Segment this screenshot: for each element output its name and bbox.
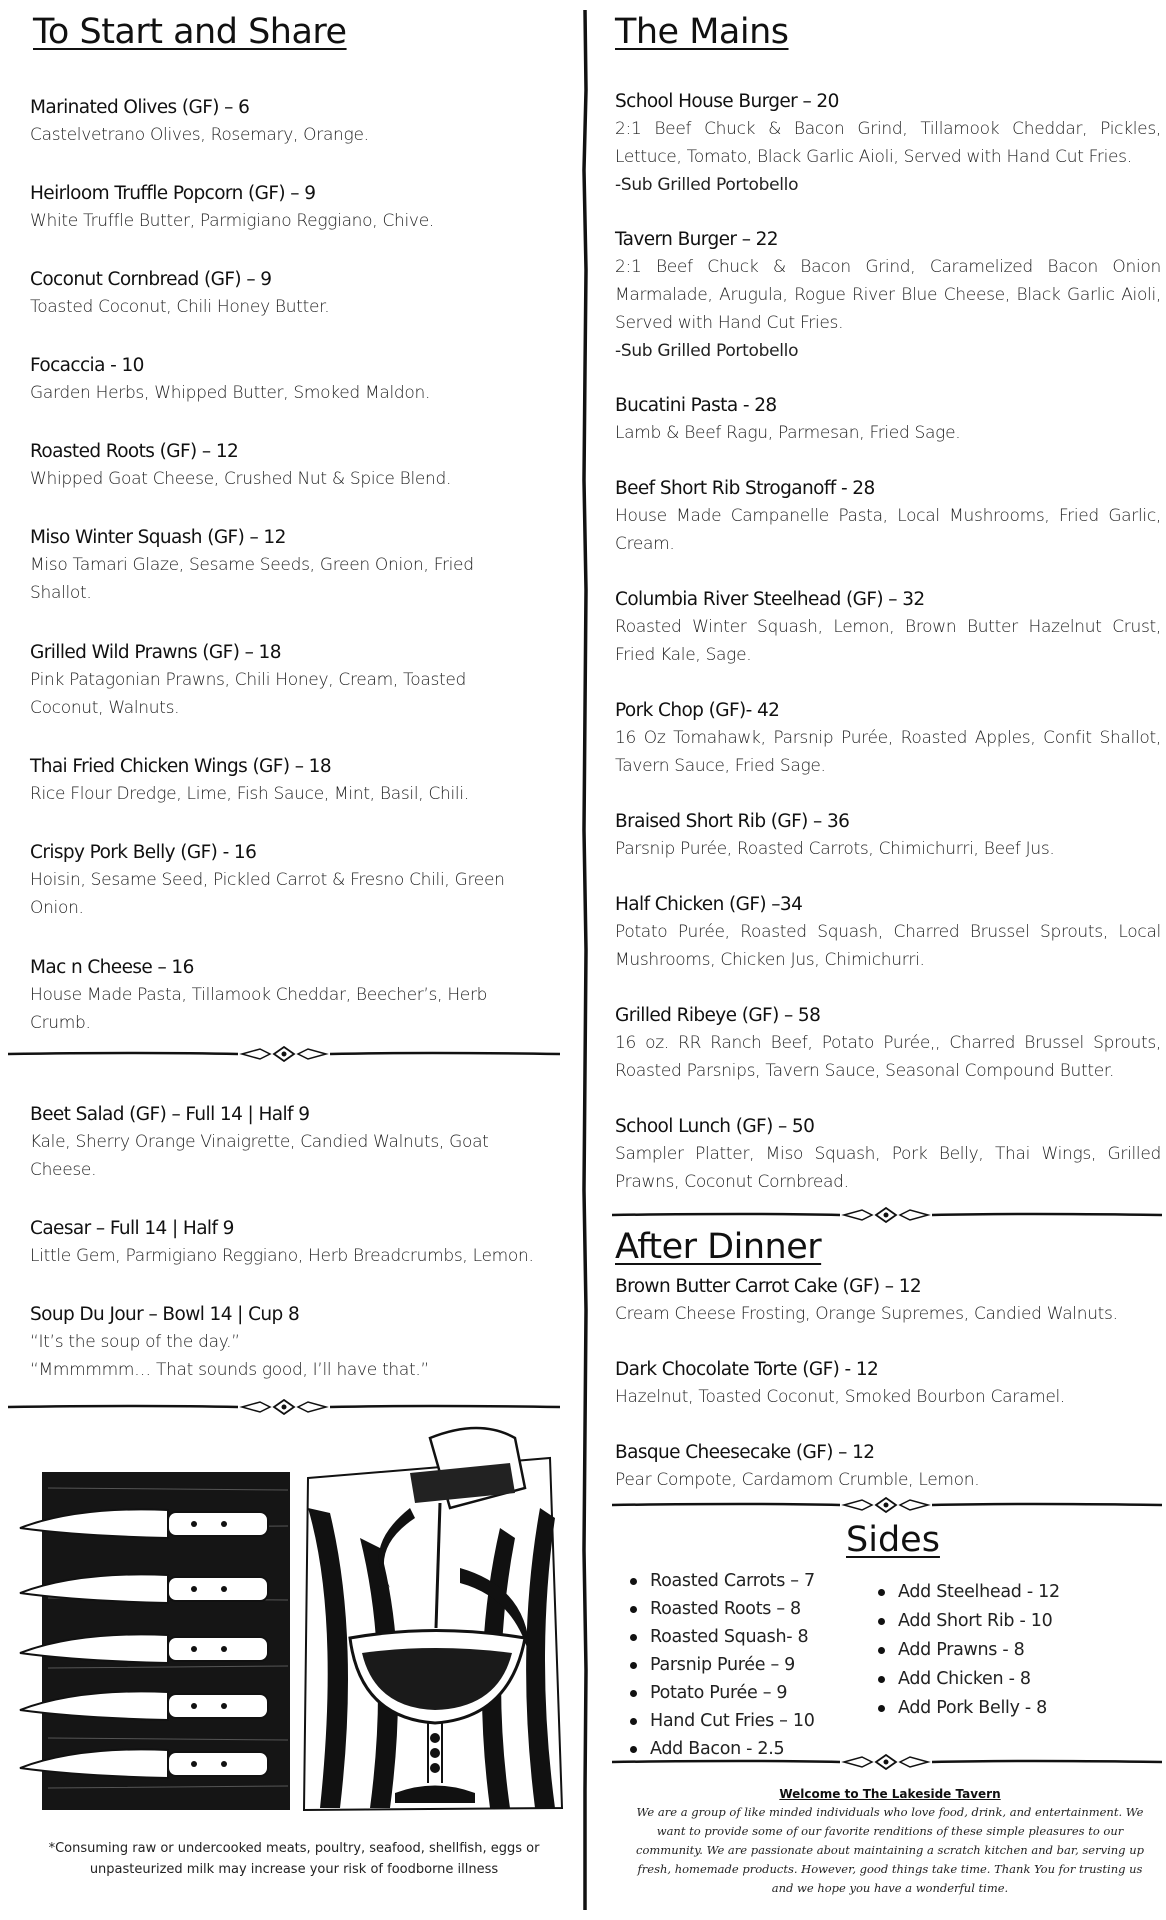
item-name: Half Chicken (GF) –34 (615, 894, 803, 915)
item-name: Braised Short Rib (GF) – 36 (615, 811, 850, 832)
item-note: -Sub Grilled Portobello (615, 341, 799, 361)
item-name: Basque Cheesecake (GF) – 12 (615, 1442, 875, 1463)
item-desc: Sampler Platter, Miso Squash, Pork Belly, Thai Wings, Grilled Prawns, Coconut Cornbread. (615, 1144, 1161, 1192)
menu-item (30, 1101, 530, 1184)
disclaimer-text: *Consuming raw or undercooked meats, poultry, seafood, shellfish, eggs or unpasteurized milk may increase your risk of foodborne illness (48, 1841, 540, 1877)
addon-item: Add Prawns - 8 (870, 1636, 1060, 1665)
item-name: Beet Salad (GF) – Full 14 | Half 9 (30, 1104, 310, 1125)
side-item: Add Bacon - 2.5 (622, 1735, 815, 1763)
side-item: Potato Purée – 9 (622, 1679, 815, 1707)
sides-list-addons (870, 1578, 1060, 1723)
item-name: Columbia River Steelhead (GF) – 32 (615, 589, 925, 610)
menu-item (30, 1301, 560, 1384)
menu-item (30, 1215, 560, 1270)
start-section-title: To Start and Share (33, 12, 347, 52)
menu-item (615, 1002, 1161, 1085)
menu-item (30, 639, 510, 722)
knives-illustration (18, 1468, 293, 1813)
item-name: Marinated Olives (GF) – 6 (30, 97, 250, 118)
item-name: Beef Short Rib Stroganoff - 28 (615, 478, 875, 499)
welcome-block (630, 1786, 1150, 1898)
welcome-body: We are a group of like minded individuals who love food, drink, and entertainment. We want to provide some of our favorite renditions of these simple pleasures to our community. We are passionate about maintaining a scratch kitchen and bar, serving up fresh, homemade products. However, good things take time. Thank You for trusting us and we hope you have a wonderful time. (636, 1805, 1144, 1895)
item-name: Heirloom Truffle Popcorn (GF) – 9 (30, 183, 316, 204)
menu-item (615, 586, 1161, 669)
item-desc: Pink Patagonian Prawns, Chili Honey, Cream, Toasted Coconut, Walnuts. (30, 670, 467, 718)
item-name: Crispy Pork Belly (GF) - 16 (30, 842, 257, 863)
menu-item (615, 1273, 1161, 1328)
item-name: Focaccia - 10 (30, 355, 144, 376)
item-desc: Potato Purée, Roasted Squash, Charred Brussel Sprouts, Local Mushrooms, Chicken Jus, Chimichurri. (615, 922, 1161, 970)
item-name: Miso Winter Squash (GF) – 12 (30, 527, 286, 548)
item-desc: Parsnip Purée, Roasted Carrots, Chimichurri, Beef Jus. (615, 839, 1055, 859)
item-desc: 16 Oz Tomahawk, Parsnip Purée, Roasted Apples, Confit Shallot, Tavern Sauce, Fried Sage. (615, 728, 1161, 776)
item-desc: Little Gem, Parmigiano Reggiano, Herb Breadcrumbs, Lemon. (30, 1246, 534, 1266)
item-desc: Cream Cheese Frosting, Orange Supremes, Candied Walnuts. (615, 1304, 1118, 1324)
item-desc: House Made Pasta, Tillamook Cheddar, Beecher’s, Herb Crumb. (30, 985, 488, 1033)
ornament-divider (8, 1046, 560, 1062)
item-desc: Pear Compote, Cardamom Crumble, Lemon. (615, 1470, 980, 1490)
addon-item: Add Pork Belly - 8 (870, 1694, 1060, 1723)
menu-item (615, 1439, 1161, 1494)
menu-item (615, 891, 1161, 974)
item-desc: Miso Tamari Glaze, Sesame Seeds, Green Onion, Fried Shallot. (30, 555, 474, 603)
menu-item (30, 753, 560, 808)
item-desc: 2:1 Beef Chuck & Bacon Grind, Caramelized Bacon Onion Marmalade, Arugula, Rogue River Blue Cheese, Black Garlic Aioli, Served with Hand Cut Fries. (615, 257, 1161, 333)
item-name: Dark Chocolate Torte (GF) - 12 (615, 1359, 879, 1380)
item-note: -Sub Grilled Portobello (615, 175, 799, 195)
item-desc-quote: “Mmmmmm… That sounds good, I’ll have that.” (30, 1360, 430, 1380)
sides-section-title: Sides (846, 1520, 940, 1560)
ornament-divider (612, 1497, 1162, 1513)
after-section-title: After Dinner (615, 1227, 822, 1267)
menu-item (615, 697, 1161, 780)
item-desc: Kale, Sherry Orange Vinaigrette, Candied Walnuts, Goat Cheese. (30, 1132, 489, 1180)
side-item: Roasted Roots – 8 (622, 1595, 815, 1623)
item-desc: Lamb & Beef Ragu, Parmesan, Fried Sage. (615, 423, 961, 443)
ornament-divider (612, 1207, 1162, 1223)
item-desc: Roasted Winter Squash, Lemon, Brown Butter Hazelnut Crust, Fried Kale, Sage. (615, 617, 1161, 665)
item-name: Bucatini Pasta - 28 (615, 395, 777, 416)
menu-item (30, 352, 560, 407)
menu-item (30, 94, 560, 149)
item-desc: Whipped Goat Cheese, Crushed Nut & Spice Blend. (30, 469, 452, 489)
item-name: Coconut Cornbread (GF) – 9 (30, 269, 272, 290)
menu-item (30, 524, 510, 607)
item-desc: “It’s the soup of the day.” (30, 1332, 240, 1352)
item-desc: White Truffle Butter, Parmigiano Reggiano, Chive. (30, 211, 434, 231)
item-name: Roasted Roots (GF) – 12 (30, 441, 239, 462)
item-name: School House Burger – 20 (615, 91, 839, 112)
sides-list-primary (622, 1567, 815, 1763)
welcome-title: Welcome to The Lakeside Tavern (779, 1787, 1001, 1801)
menu-item (30, 180, 560, 235)
item-desc: Hazelnut, Toasted Coconut, Smoked Bourbon Caramel. (615, 1387, 1066, 1407)
menu-item (615, 392, 1161, 447)
item-name: Caesar – Full 14 | Half 9 (30, 1218, 234, 1239)
item-name: Brown Butter Carrot Cake (GF) – 12 (615, 1276, 922, 1297)
side-item: Parsnip Purée – 9 (622, 1651, 815, 1679)
item-name: Grilled Wild Prawns (GF) – 18 (30, 642, 281, 663)
center-divider-line (581, 10, 589, 1910)
menu-item (30, 839, 550, 922)
item-name: Mac n Cheese – 16 (30, 957, 194, 978)
side-item: Roasted Squash- 8 (622, 1623, 815, 1651)
item-desc: Hoisin, Sesame Seed, Pickled Carrot & Fresno Chili, Green Onion. (30, 870, 505, 918)
item-name: Pork Chop (GF)- 42 (615, 700, 780, 721)
menu-item (615, 88, 1161, 199)
menu-item (615, 475, 1161, 558)
item-name: Soup Du Jour – Bowl 14 | Cup 8 (30, 1304, 300, 1325)
menu-item (30, 954, 510, 1037)
item-desc: 16 oz. RR Ranch Beef, Potato Purée,, Charred Brussel Sprouts, Roasted Parsnips, Tavern Sauce, Seasonal Compound Butter. (615, 1033, 1161, 1081)
menu-item (30, 266, 560, 321)
ornament-divider (8, 1399, 560, 1415)
item-name: School Lunch (GF) – 50 (615, 1116, 815, 1137)
item-name: Thai Fried Chicken Wings (GF) – 18 (30, 756, 332, 777)
mains-section-title: The Mains (615, 12, 789, 52)
menu-item (615, 1356, 1161, 1411)
item-desc: Castelvetrano Olives, Rosemary, Orange. (30, 125, 369, 145)
item-desc: Garden Herbs, Whipped Butter, Smoked Maldon. (30, 383, 431, 403)
cocktail-illustration (300, 1418, 565, 1813)
addon-item: Add Chicken - 8 (870, 1665, 1060, 1694)
menu-item (30, 438, 560, 493)
item-desc: 2:1 Beef Chuck & Bacon Grind, Tillamook Cheddar, Pickles, Lettuce, Tomato, Black Garlic Aioli, Served with Hand Cut Fries. (615, 119, 1161, 167)
side-item: Roasted Carrots – 7 (622, 1567, 815, 1595)
side-item: Hand Cut Fries – 10 (622, 1707, 815, 1735)
menu-item (615, 1113, 1161, 1196)
item-name: Tavern Burger – 22 (615, 229, 778, 250)
menu-item (615, 808, 1161, 863)
item-desc: Rice Flour Dredge, Lime, Fish Sauce, Mint, Basil, Chili. (30, 784, 469, 804)
ornament-divider (612, 1754, 1162, 1770)
addon-item: Add Steelhead - 12 (870, 1578, 1060, 1607)
menu-item (615, 226, 1161, 365)
item-desc: Toasted Coconut, Chili Honey Butter. (30, 297, 330, 317)
item-desc: House Made Campanelle Pasta, Local Mushrooms, Fried Garlic, Cream. (615, 506, 1161, 554)
item-name: Grilled Ribeye (GF) – 58 (615, 1005, 821, 1026)
addon-item: Add Short Rib - 10 (870, 1607, 1060, 1636)
